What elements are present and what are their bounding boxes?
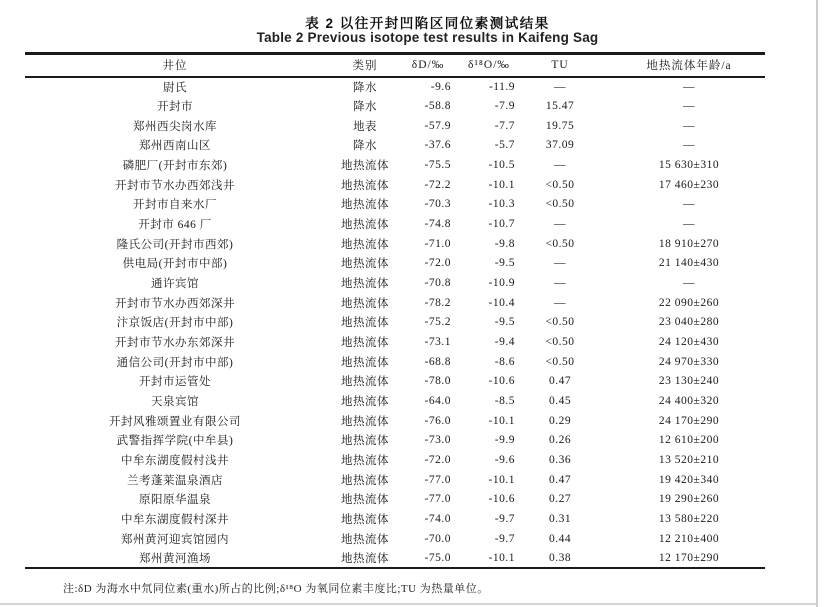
cell-age: 18 910±270 [658,237,720,250]
cell-dD: -71.0 [424,237,451,250]
col-header-age: 地热流体年龄/a [595,54,765,77]
cell-well: 开封市节水办西郊浅井 [115,179,235,192]
cell-age: — [683,100,695,112]
cell-age: 21 140±430 [658,257,720,270]
cell-TU: 0.38 [548,551,572,564]
cell-d18O: -11.9 [488,80,515,93]
cell-d18O: -9.7 [494,513,515,526]
cell-d18O: -9.9 [494,434,515,447]
table-row [25,509,765,529]
page-edge-horizontal-line [0,603,817,605]
cell-well: 开封风雅颂置业有限公司 [109,415,241,428]
cell-age: 13 580±220 [658,513,720,526]
cell-type: 地热流体 [341,533,389,546]
cell-age: 12 170±290 [658,551,720,564]
cell-TU: <0.50 [545,237,575,250]
cell-dD: -73.1 [424,336,451,349]
cell-well: 中牟东湖度假村深井 [121,514,229,527]
cell-type: 地热流体 [341,474,389,487]
cell-age: 12 210±400 [658,532,720,545]
table-row [25,214,765,234]
cell-TU: <0.50 [545,178,575,191]
cell-age: 15 630±310 [658,159,720,172]
cell-d18O: -10.9 [488,277,515,290]
cell-dD: -76.0 [424,414,451,427]
cell-d18O: -5.7 [494,139,515,152]
cell-type: 地热流体 [341,317,389,330]
cell-dD: -78.2 [424,296,451,309]
cell-d18O: -10.5 [488,159,515,172]
cell-type: 地热流体 [341,160,389,173]
table-row [25,549,765,569]
cell-type: 地热流体 [341,179,389,192]
cell-age: — [683,80,695,93]
cell-d18O: -9.4 [494,336,515,349]
cell-dD: -75.0 [424,551,451,564]
cell-TU: 0.44 [548,532,572,545]
cell-well: 天泉宾馆 [151,396,199,409]
cell-dD: -78.0 [424,375,451,388]
cell-d18O: -9.5 [494,316,515,329]
cell-well: 开封市 646 厂 [138,219,212,232]
cell-d18O: -10.1 [488,473,515,486]
cell-type: 地热流体 [341,238,389,251]
cell-age: — [683,218,695,231]
cell-well: 开封市运管处 [139,376,211,389]
cell-dD: -72.2 [424,178,451,191]
cell-TU: 37.09 [545,139,575,152]
col-header-type: 类别 [325,54,405,77]
cell-d18O: -10.6 [488,375,515,388]
cell-d18O: -10.1 [488,178,515,191]
cell-dD: -73.0 [424,434,451,447]
cell-d18O: -9.5 [494,257,515,270]
cell-TU: <0.50 [545,198,575,211]
cell-age: 24 970±330 [658,355,720,368]
table-row [25,293,765,313]
cell-well: 汴京饭店(开封市中部) [116,317,234,330]
table-row [25,313,765,333]
cell-dD: -37.6 [424,139,451,152]
cell-age: — [683,277,695,290]
cell-age: 22 090±260 [658,296,720,309]
cell-type: 降水 [353,140,377,153]
isotope-results-table [25,52,765,569]
cell-d18O: -7.7 [494,119,515,132]
cell-age: — [683,139,695,152]
cell-dD: -77.0 [424,473,451,486]
cell-well: 磷肥厂(开封市东郊) [122,160,228,173]
table-row [25,470,765,490]
cell-TU: — [554,277,566,290]
cell-well: 开封市节水办西郊深井 [115,297,235,310]
cell-well: 武警指挥学院(中牟县) [116,435,234,448]
cell-age: 13 520±210 [658,454,720,467]
cell-dD: -74.0 [424,513,451,526]
cell-d18O: -10.4 [488,296,515,309]
table-row [25,450,765,470]
cell-age: 17 460±230 [658,178,720,191]
table-row [25,116,765,136]
cell-type: 地热流体 [341,297,389,310]
table-row [25,136,765,156]
cell-type: 地热流体 [341,278,389,291]
cell-d18O: -9.8 [494,237,515,250]
table-row [25,352,765,372]
cell-dD: -68.8 [424,355,451,368]
table-row [25,175,765,195]
cell-type: 地热流体 [341,376,389,389]
cell-d18O: -9.6 [494,454,515,467]
cell-well: 郑州西南山区 [139,140,211,153]
table-row [25,254,765,274]
cell-well: 原阳原华温泉 [139,494,211,507]
cell-well: 尉氏 [163,81,187,94]
page-edge-vertical-line [816,0,818,607]
cell-TU: 0.47 [548,473,572,486]
cell-age: 12 610±200 [658,434,720,447]
cell-TU: <0.50 [545,316,575,329]
cell-type: 降水 [353,101,377,113]
cell-well: 郑州黄河渔场 [139,552,211,565]
cell-d18O: -10.3 [488,198,515,211]
cell-type: 地热流体 [341,514,389,527]
cell-TU: <0.50 [545,355,575,368]
cell-well: 兰考蓬莱温泉酒店 [127,474,223,487]
cell-type: 地热流体 [341,219,389,232]
cell-age: — [683,198,695,211]
col-header-well: 井位 [25,54,325,77]
cell-type: 地热流体 [341,494,389,507]
table-footnote: 注:δD 为海水中氘同位素(重水)所占的比例;δ¹⁸O 为氧同位素丰度比;TU 为热量单位。 [63,583,489,595]
cell-dD: -75.5 [424,159,451,172]
cell-type: 地热流体 [341,415,389,428]
cell-d18O: -10.1 [488,414,515,427]
col-header-d18O: δ¹⁸O/‰ [463,54,525,77]
cell-type: 地表 [353,120,377,133]
cell-d18O: -10.1 [488,551,515,564]
cell-TU: <0.50 [545,336,575,349]
cell-TU: 0.31 [548,513,572,526]
cell-type: 地热流体 [341,435,389,448]
cell-dD: -77.0 [424,493,451,506]
table-title-en: Table 2 Previous isotope test results in Kaifeng Sag [256,30,599,45]
cell-type: 地热流体 [341,455,389,468]
cell-type: 地热流体 [341,356,389,369]
cell-age: 23 040±280 [658,316,720,329]
cell-TU: — [554,159,566,172]
cell-age: 23 130±240 [658,375,720,388]
cell-TU: 15.47 [545,100,575,112]
cell-dD: -58.8 [424,100,451,112]
cell-type: 地热流体 [341,552,389,565]
cell-well: 郑州黄河迎宾馆园内 [121,533,229,546]
cell-d18O: -8.6 [494,355,515,368]
cell-type: 地热流体 [341,199,389,212]
cell-age: 24 170±290 [658,414,720,427]
cell-dD: -70.3 [424,198,451,211]
cell-TU: 0.36 [548,454,572,467]
table-row [25,195,765,215]
cell-dD: -74.8 [424,218,451,231]
cell-d18O: -9.7 [494,532,515,545]
cell-age: 19 290±260 [658,493,720,506]
cell-TU: — [554,218,566,231]
table-header-row [25,54,765,77]
table-row [25,372,765,392]
cell-well: 中牟东湖度假村浅井 [121,455,229,468]
table-row [25,332,765,352]
cell-type: 地热流体 [341,396,389,409]
col-header-TU: TU [525,54,595,77]
cell-TU: 0.45 [548,395,572,408]
cell-TU: 0.26 [548,434,572,447]
table-row [25,77,765,97]
cell-d18O: -7.9 [494,100,515,112]
cell-TU: — [554,257,566,270]
table-body [25,77,765,569]
cell-age: — [683,119,695,132]
cell-dD: -70.0 [424,532,451,545]
cell-TU: 0.29 [548,414,572,427]
cell-well: 通许宾馆 [151,278,199,291]
cell-well: 开封市节水办东郊深井 [115,337,235,350]
cell-d18O: -10.7 [488,218,515,231]
cell-well: 开封市 [157,101,193,113]
table-row [25,96,765,116]
table-row [25,234,765,254]
cell-age: 19 420±340 [658,473,720,486]
table-row [25,431,765,451]
cell-dD: -9.6 [430,80,451,93]
table-row [25,155,765,175]
cell-type: 降水 [353,81,377,94]
table-row [25,529,765,549]
cell-age: 24 120±430 [658,336,720,349]
cell-type: 地热流体 [341,258,389,271]
cell-TU: 0.47 [548,375,572,388]
table-row [25,391,765,411]
cell-dD: -64.0 [424,395,451,408]
table-row [25,411,765,431]
cell-type: 地热流体 [341,337,389,350]
cell-TU: — [554,296,566,309]
cell-well: 通信公司(开封市中部) [116,356,234,369]
table-row [25,273,765,293]
cell-well: 开封市自来水厂 [133,199,217,212]
cell-age: 24 400±320 [658,395,720,408]
cell-TU: — [554,80,566,93]
cell-TU: 0.27 [548,493,572,506]
cell-d18O: -8.5 [494,395,515,408]
cell-well: 郑州西尖岗水库 [133,120,217,133]
cell-d18O: -10.6 [488,493,515,506]
cell-dD: -72.0 [424,454,451,467]
cell-dD: -75.2 [424,316,451,329]
table-title-cn: 表 2 以往开封凹陷区同位素测试结果 [305,16,550,31]
table-row [25,490,765,510]
cell-dD: -70.8 [424,277,451,290]
cell-dD: -72.0 [424,257,451,270]
col-header-dD: δD/‰ [405,54,463,77]
cell-well: 供电局(开封市中部) [122,258,228,271]
cell-dD: -57.9 [424,119,451,132]
cell-TU: 19.75 [545,119,575,132]
cell-well: 隆氏公司(开封市西郊) [116,238,234,251]
